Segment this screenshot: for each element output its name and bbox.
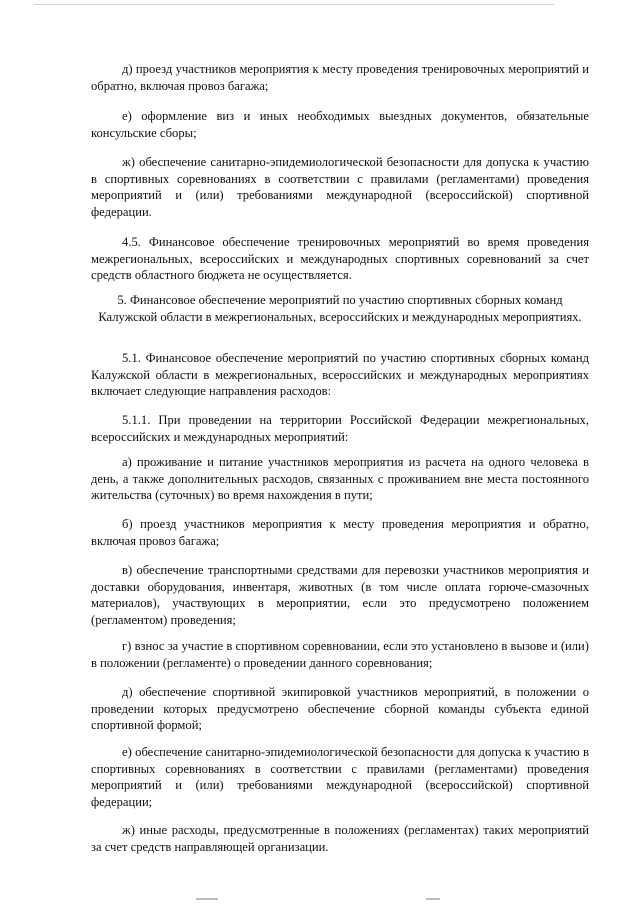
paragraph-5-1-1: 5.1.1. При проведении на территории Российской Федерации межрегиональных, всероссийских и международных мероприятий: — [91, 413, 589, 444]
section-heading-5: 5. Финансовое обеспечение мероприятий по участию спортивных сборных команд Калужской области в межрегиональных, всероссийских и международных мероприятиях. — [98, 293, 582, 324]
page-top-rule — [34, 4, 554, 5]
paragraph-equipment: д) обеспечение спортивной экипировкой участников мероприятий, в положении о проведении которых предусмотрено обеспечение сборной команды субъекта единой спортивной формой; — [91, 685, 589, 732]
paragraph-travel-event: б) проезд участников мероприятия к месту проведения мероприятия и обратно, включая провоз багажа; — [91, 517, 589, 548]
paragraph-transport: в) обеспечение транспортными средствами для перевозки участников мероприятия и доставки оборудования, инвентаря, животных (в том числе оплата горюче-смазочных материалов), участвующих в мероприятии, если это предусмотрено положением (регламентом) проведения; — [91, 563, 589, 627]
paragraph-sanitary-training: ж) обеспечение санитарно-эпидемиологической безопасности для допуска к участию в спортивных соревнованиях в соответствии с правилами (регламентами) проведения мероприятий и (или) требованиями международной (всероссийской) спортивной федерации. — [91, 155, 589, 219]
scan-artifact-mark — [196, 898, 218, 900]
paragraph-accommodation: а) проживание и питание участников мероприятия из расчета на одного человека в день, а также дополнительных расходов, связанных с проживанием вне места постоянного жительства (суточных) во время нахождения в пути; — [91, 455, 589, 502]
paragraph-travel-training: д) проезд участников мероприятия к месту проведения тренировочных мероприятий и обратно, включая провоз багажа; — [91, 62, 589, 93]
paragraph-sanitary-event: е) обеспечение санитарно-эпидемиологической безопасности для допуска к участию в спортивных соревнованиях в соответствии с правилами (регламентами) проведения мероприятий и (или) требованиями международной (всероссийской) спортивной федерации; — [91, 745, 589, 809]
paragraph-other-expenses: ж) иные расходы, предусмотренные в положениях (регламентах) таких мероприятий за счет средств направляющей организации. — [91, 823, 589, 854]
scan-artifact-mark — [426, 898, 440, 900]
paragraph-visas: е) оформление виз и иных необходимых выездных документов, обязательные консульские сборы; — [91, 109, 589, 140]
paragraph-entry-fee: г) взнос за участие в спортивном соревновании, если это установлено в вызове и (или) в положении (регламенте) о проведении данного соревнования; — [91, 639, 589, 670]
paragraph-5-1: 5.1. Финансовое обеспечение мероприятий по участию спортивных сборных команд Калужской области в межрегиональных, всероссийских и международных мероприятиях включает следующие направления расходов: — [91, 351, 589, 398]
paragraph-4-5: 4.5. Финансовое обеспечение тренировочных мероприятий во время проведения межрегиональных, всероссийских и международных спортивных соревнований за счет средств областного бюджета не осуществляется. — [91, 235, 589, 282]
